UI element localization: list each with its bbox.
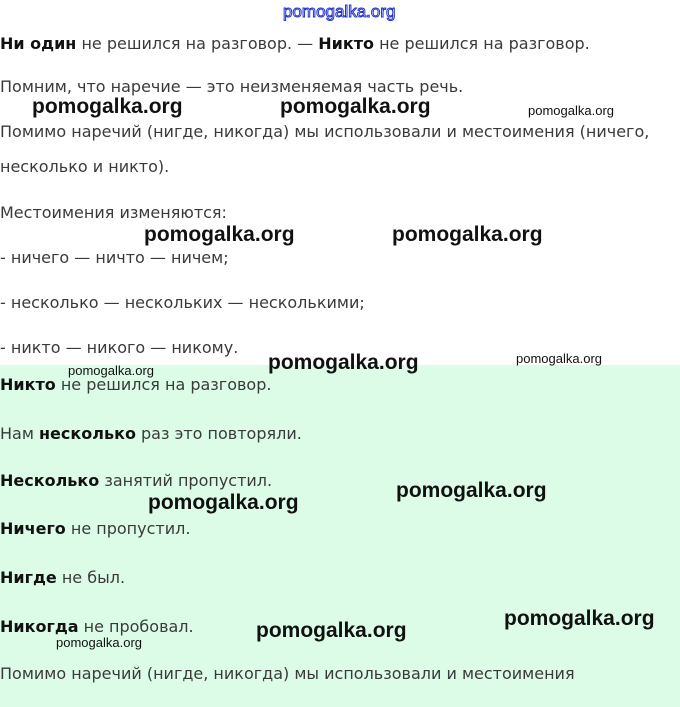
bold-phrase: несколько xyxy=(39,424,136,443)
text-fragment: не пропустил. xyxy=(65,519,191,538)
bold-phrase: Нигде xyxy=(0,568,57,587)
text-line-12 xyxy=(0,519,190,539)
watermark: pomogalka.org xyxy=(268,351,419,374)
text-fragment: Нам xyxy=(0,424,39,443)
bold-phrase: Никогда xyxy=(0,617,79,636)
text-line-2: Помним, что наречие — это неизменяемая часть речь. xyxy=(0,77,464,96)
text-line-14 xyxy=(0,617,194,637)
watermark: pomogalka.org xyxy=(56,635,142,650)
text-fragment: не решился на разговор. xyxy=(55,375,272,394)
bold-phrase: Несколько xyxy=(0,471,100,490)
text-fragment: занятий пропустил. xyxy=(99,471,273,490)
watermark: pomogalka.org xyxy=(148,491,299,514)
watermark: pomogalka.org xyxy=(392,223,543,246)
watermark: pomogalka.org xyxy=(144,223,295,246)
text-line-13 xyxy=(0,568,125,588)
text-line-4: несколько и никто). xyxy=(0,157,170,176)
bold-phrase: Никто xyxy=(0,375,56,394)
watermark: pomogalka.org xyxy=(396,479,547,502)
watermark: pomogalka.org xyxy=(68,363,154,378)
watermark-header: pomogalka.org xyxy=(283,2,396,21)
watermark: pomogalka.org xyxy=(280,95,431,118)
text-fragment: не решился на разговор. xyxy=(374,34,590,53)
watermark: pomogalka.org xyxy=(256,619,407,642)
text-line-15: Помимо наречий (нигде, никогда) мы использовали и местоимения xyxy=(0,664,575,683)
text-line-7: - несколько — нескольких — несколькими; xyxy=(0,293,365,312)
watermark: pomogalka.org xyxy=(516,351,602,366)
text-line-11 xyxy=(0,471,272,491)
bold-phrase: Никто xyxy=(318,34,374,53)
watermark: pomogalka.org xyxy=(32,95,183,118)
bold-phrase: Ничего xyxy=(0,519,66,538)
text-fragment: не пробовал. xyxy=(78,617,194,636)
text-line-3: Помимо наречий (нигде, никогда) мы использовали и местоимения (ничего, xyxy=(0,122,650,141)
watermark: pomogalka.org xyxy=(528,103,614,118)
text-line-6: - ничего — ничто — ничем; xyxy=(0,248,229,267)
text-fragment: раз это повторяли. xyxy=(135,424,302,443)
text-fragment: не решился на разговор. — xyxy=(76,34,319,53)
text-fragment: не был. xyxy=(56,568,126,587)
text-line-9 xyxy=(0,375,271,395)
text-line-1 xyxy=(0,34,590,54)
text-line-10 xyxy=(0,424,302,444)
bold-phrase: Ни один xyxy=(0,34,77,53)
watermark: pomogalka.org xyxy=(504,607,655,630)
text-line-5: Местоимения изменяются: xyxy=(0,203,227,222)
text-line-8: - никто — никого — никому. xyxy=(0,338,239,357)
